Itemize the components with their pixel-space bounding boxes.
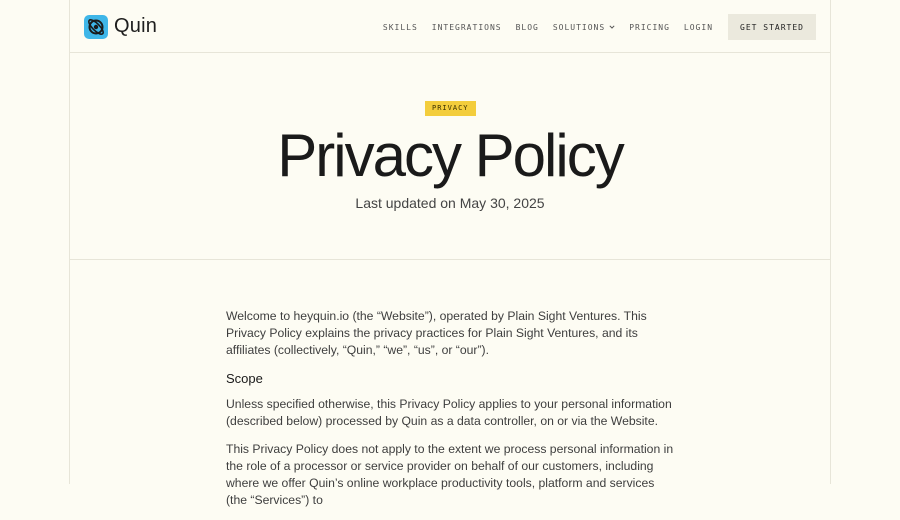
page-title: Privacy Policy bbox=[277, 122, 623, 189]
get-started-button[interactable]: GET STARTED bbox=[728, 14, 816, 40]
nav-solutions[interactable] bbox=[553, 23, 615, 32]
main-nav bbox=[369, 14, 816, 40]
site-header bbox=[70, 0, 830, 53]
nav-solutions-label: SOLUTIONS bbox=[552, 22, 606, 32]
last-updated-text: Last updated on May 30, 2025 bbox=[355, 195, 545, 211]
chevron-down-icon bbox=[609, 24, 615, 30]
scope-paragraph-1: Unless specified otherwise, this Privacy Policy applies to your personal information (described below) processed by Quin as a data controller, on or via the Website. bbox=[226, 397, 672, 428]
privacy-badge: PRIVACY bbox=[425, 101, 476, 116]
hero-section bbox=[70, 54, 830, 260]
nav-integrations[interactable]: INTEGRATIONS bbox=[431, 22, 502, 32]
scope-heading: Scope bbox=[226, 371, 263, 386]
nav-blog[interactable]: BLOG bbox=[515, 22, 539, 32]
nav-skills[interactable]: SKILLS bbox=[382, 22, 418, 32]
policy-content bbox=[226, 308, 676, 520]
nav-login[interactable]: LOGIN bbox=[683, 22, 714, 32]
scope-paragraph-2: This Privacy Policy does not apply to the extent we process personal information in the role of a processor or service provider on behalf of our customers, including where we offer Quin’s online workplace productivity tools, platform and services (the “Services”) to bbox=[226, 442, 674, 507]
quin-logo-icon bbox=[84, 15, 108, 39]
brand-name: Quin bbox=[114, 15, 158, 37]
logo[interactable] bbox=[84, 14, 157, 39]
intro-paragraph: Welcome to heyquin.io (the “Website”), operated by Plain Sight Ventures. This Privacy Policy explains the privacy practices for Plain Sight Ventures, and its affiliates (collectively, “Quin,” “we”, “us”, or “our”). bbox=[226, 309, 647, 357]
nav-pricing[interactable]: PRICING bbox=[629, 22, 670, 32]
